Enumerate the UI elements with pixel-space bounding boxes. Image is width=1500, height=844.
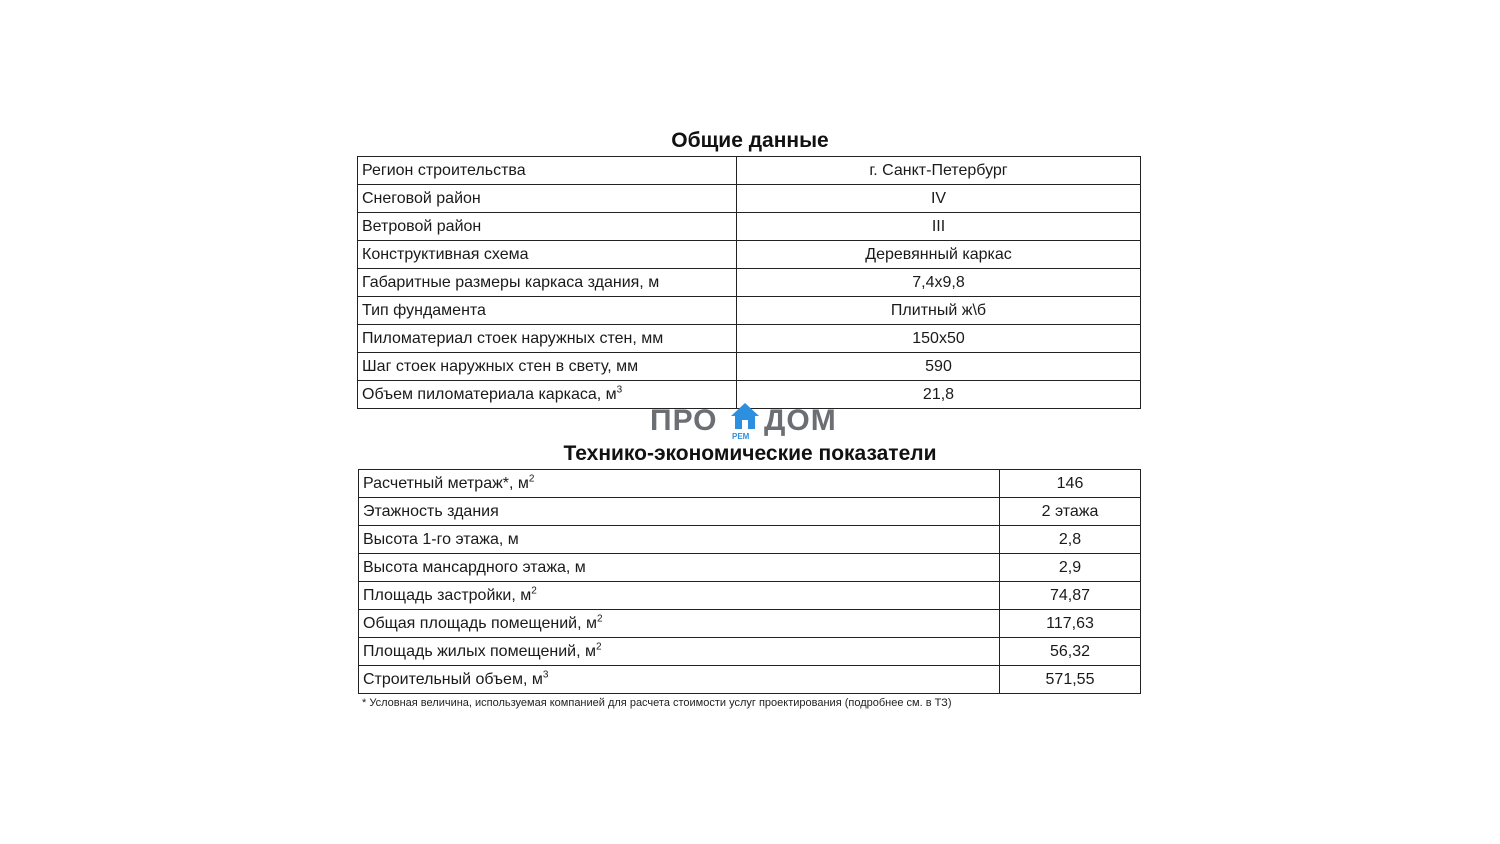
row-value: 2 этажа — [1000, 498, 1141, 526]
row-value: 2,9 — [1000, 554, 1141, 582]
row-value: 571,55 — [1000, 666, 1141, 694]
footnote: * Условная величина, используемая компанией для расчета стоимости услуг проектирования (подробнее см. в ТЗ) — [362, 697, 952, 709]
row-label: Строительный объем, $м^3$ — [359, 666, 1000, 694]
row-label: Площадь жилых помещений, $м^2$ — [359, 638, 1000, 666]
table-row — [359, 638, 1141, 666]
row-label: Габаритные размеры каркаса здания, м — [358, 269, 737, 297]
table-row — [358, 185, 1141, 213]
row-label: Высота мансардного этажа, м — [359, 554, 1000, 582]
table-row — [358, 269, 1141, 297]
row-value: IV — [737, 185, 1141, 213]
row-label: Конструктивная схема — [358, 241, 737, 269]
table-row — [359, 498, 1141, 526]
row-label: Снеговой район — [358, 185, 737, 213]
house-icon — [730, 402, 760, 432]
table-row — [358, 353, 1141, 381]
general-data-title: Общие данные — [671, 129, 829, 152]
logo-word-right: ДОМ — [764, 404, 837, 437]
table-row — [359, 610, 1141, 638]
row-value: 117,63 — [1000, 610, 1141, 638]
row-value: 2,8 — [1000, 526, 1141, 554]
logo-word-left: ПРО — [650, 404, 718, 437]
table-row — [358, 241, 1141, 269]
row-value: III — [737, 213, 1141, 241]
table-row — [358, 325, 1141, 353]
logo-subtext: РЕМ — [732, 432, 750, 441]
row-value: г. Санкт-Петербург — [737, 157, 1141, 185]
table-row — [358, 297, 1141, 325]
row-label: Шаг стоек наружных стен в свету, мм — [358, 353, 737, 381]
row-value: 590 — [737, 353, 1141, 381]
row-label: Ветровой район — [358, 213, 737, 241]
row-value: 146 — [1000, 470, 1141, 498]
row-label: Общая площадь помещений, $м^2$ — [359, 610, 1000, 638]
tech-indicators-table — [358, 469, 1141, 694]
table-row — [358, 157, 1141, 185]
table-row — [359, 554, 1141, 582]
row-label: Объем пиломатериала каркаса, $м^3$ — [358, 381, 737, 409]
table-row — [358, 213, 1141, 241]
table-row — [359, 470, 1141, 498]
table-row — [359, 582, 1141, 610]
row-label: Тип фундамента — [358, 297, 737, 325]
row-value: 21,8 — [737, 381, 1141, 409]
tech-indicators-title: Технико-экономические показатели — [563, 442, 937, 465]
row-value: Плитный ж\б — [737, 297, 1141, 325]
row-value: 7,4х9,8 — [737, 269, 1141, 297]
row-value: 56,32 — [1000, 638, 1141, 666]
prodom-logo — [650, 402, 850, 442]
row-value: 150х50 — [737, 325, 1141, 353]
row-label: Высота 1-го этажа, м — [359, 526, 1000, 554]
row-label: Регион строительства — [358, 157, 737, 185]
table-row — [359, 666, 1141, 694]
general-data-table — [357, 156, 1141, 409]
row-label: Пиломатериал стоек наружных стен, мм — [358, 325, 737, 353]
row-label: Площадь застройки, $м^2$ — [359, 582, 1000, 610]
table-row — [359, 526, 1141, 554]
row-value: Деревянный каркас — [737, 241, 1141, 269]
row-label: Расчетный метраж*, $м^2$ — [359, 470, 1000, 498]
row-label: Этажность здания — [359, 498, 1000, 526]
row-value: 74,87 — [1000, 582, 1141, 610]
